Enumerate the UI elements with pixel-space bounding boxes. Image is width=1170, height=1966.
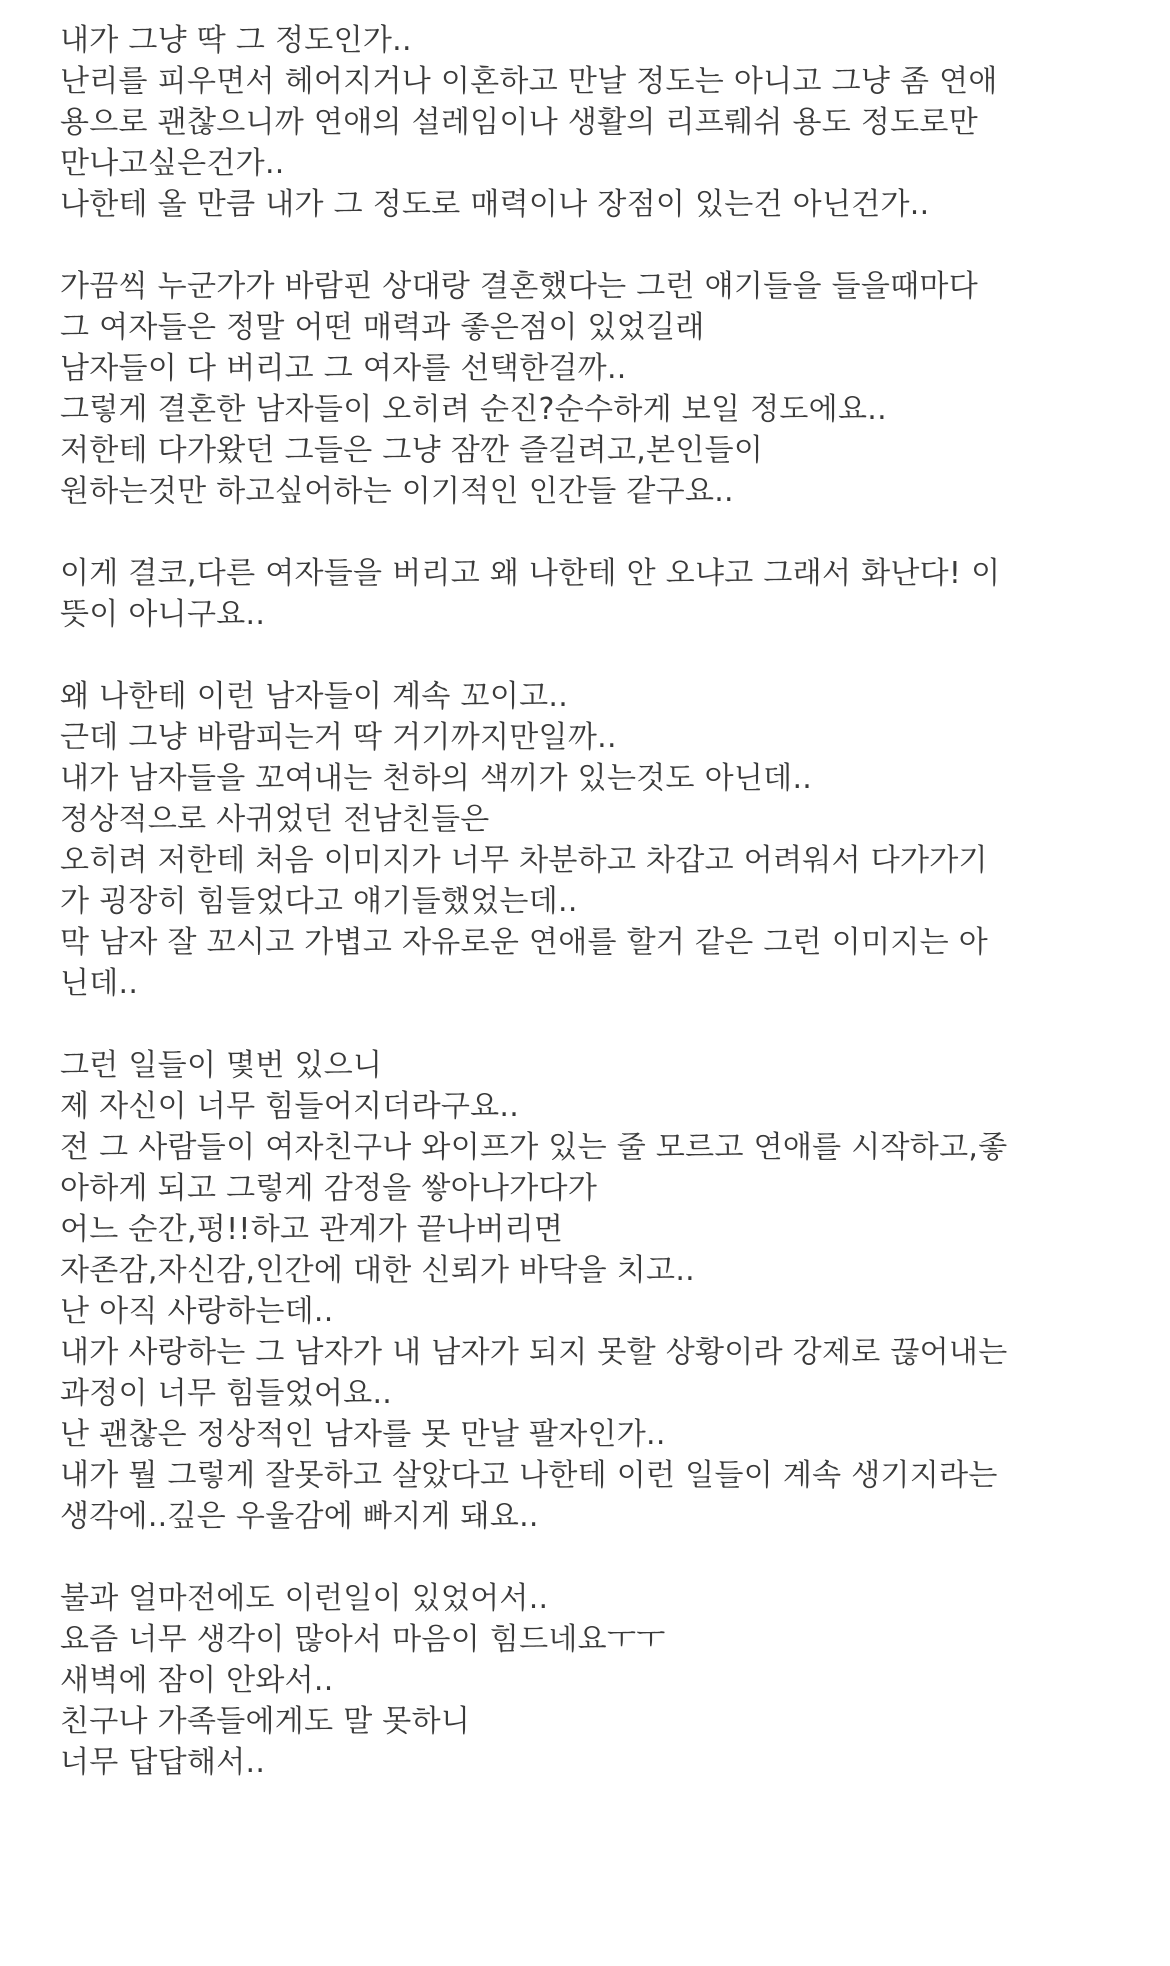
post-body: [60, 20, 1150, 1783]
text-line: 제 자신이 너무 힘들어지더라구요..: [60, 1089, 520, 1124]
paragraph: [60, 1045, 1150, 1537]
text-line: 내가 뭘 그렇게 잘못하고 살았다고 나한테 이런 일들이 계속 생기지라는: [60, 1458, 998, 1493]
text-line: 만나고싶은건가..: [60, 146, 285, 181]
text-line: 내가 그냥 딱 그 정도인가..: [60, 23, 412, 58]
text-line: 정상적으로 사귀었던 전남친들은: [60, 802, 490, 837]
text-line: 난 아직 사랑하는데..: [60, 1294, 334, 1329]
text-line: 이게 결코,다른 여자들을 버리고 왜 나한테 안 오냐고 그래서 화난다! 이: [60, 556, 1001, 591]
text-line: 난리를 피우면서 헤어지거나 이혼하고 만날 정도는 아니고 그냥 좀 연애: [60, 64, 998, 99]
text-line: 자존감,자신감,인간에 대한 신뢰가 바닥을 치고..: [60, 1253, 696, 1288]
paragraph: [60, 553, 1150, 635]
text-line: 과정이 너무 힘들었어요..: [60, 1376, 393, 1411]
text-line: 왜 나한테 이런 남자들이 계속 꼬이고..: [60, 679, 569, 714]
text-line: 막 남자 잘 꼬시고 가볍고 자유로운 연애를 할거 같은 그런 이미지는 아: [60, 925, 989, 960]
text-line: 근데 그냥 바람피는거 딱 거기까지만일까..: [60, 720, 617, 755]
text-line: 저한테 다가왔던 그들은 그냥 잠깐 즐길려고,본인들이: [60, 433, 764, 468]
text-line: 용으로 괜찮으니까 연애의 설레임이나 생활의 리프뤠쉬 용도 정도로만: [60, 105, 978, 140]
paragraph: [60, 20, 1150, 225]
text-line: 새벽에 잠이 안와서..: [60, 1663, 334, 1698]
text-line: 그런 일들이 몇번 있으니: [60, 1048, 383, 1083]
paragraph: [60, 676, 1150, 1004]
text-line: 전 그 사람들이 여자친구나 와이프가 있는 줄 모르고 연애를 시작하고,좋: [60, 1130, 1008, 1165]
text-line: 내가 사랑하는 그 남자가 내 남자가 되지 못할 상황이라 강제로 끊어내는: [60, 1335, 1008, 1370]
text-line: 아하게 되고 그렇게 감정을 쌓아나가다가: [60, 1171, 598, 1206]
text-line: 가끔씩 누군가가 바람핀 상대랑 결혼했다는 그런 얘기들을 들을때마다: [60, 269, 978, 304]
paragraph: [60, 266, 1150, 512]
text-line: 남자들이 다 버리고 그 여자를 선택한걸까..: [60, 351, 627, 386]
text-line: 오히려 저한테 처음 이미지가 너무 차분하고 차갑고 어려워서 다가가기: [60, 843, 988, 878]
text-line: 난 괜찮은 정상적인 남자를 못 만날 팔자인가..: [60, 1417, 666, 1452]
text-line: 나한테 올 만큼 내가 그 정도로 매력이나 장점이 있는건 아닌건가..: [60, 187, 930, 222]
text-line: 요즘 너무 생각이 많아서 마음이 힘드네요ㅜㅜ: [60, 1622, 666, 1657]
text-line: 뜻이 아니구요..: [60, 597, 266, 632]
paragraph: [60, 1578, 1150, 1783]
text-line: 친구나 가족들에게도 말 못하니: [60, 1704, 471, 1739]
text-line: 너무 답답해서..: [60, 1745, 266, 1780]
text-line: 어느 순간,펑!!하고 관계가 끝나버리면: [60, 1212, 564, 1247]
text-line: 내가 남자들을 꼬여내는 천하의 색끼가 있는것도 아닌데..: [60, 761, 813, 796]
text-line: 닌데..: [60, 966, 139, 1001]
text-line: 생각에..깊은 우울감에 빠지게 돼요..: [60, 1499, 539, 1534]
text-line: 그렇게 결혼한 남자들이 오히려 순진?순수하게 보일 정도에요..: [60, 392, 887, 427]
text-line: 불과 얼마전에도 이런일이 있었어서..: [60, 1581, 549, 1616]
text-line: 그 여자들은 정말 어떤 매력과 좋은점이 있었길래: [60, 310, 705, 345]
text-line: 가 굉장히 힘들었다고 얘기들했었는데..: [60, 884, 578, 919]
text-line: 원하는것만 하고싶어하는 이기적인 인간들 같구요..: [60, 474, 734, 509]
